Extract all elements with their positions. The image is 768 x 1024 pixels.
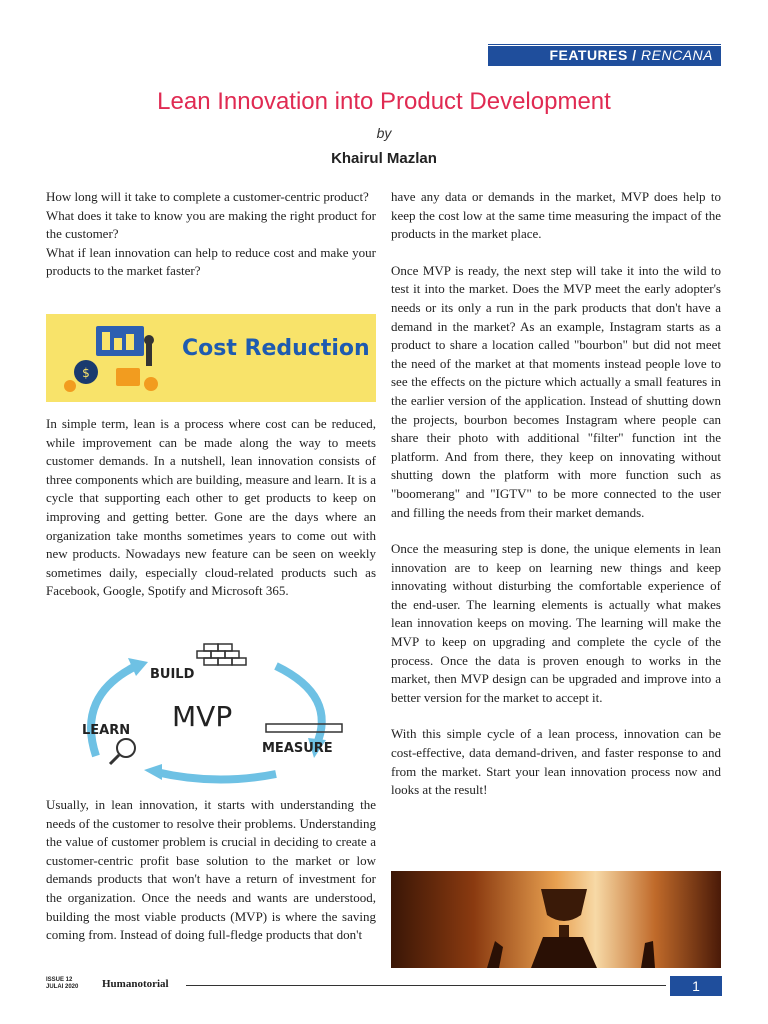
paragraph-mvp-cost: have any data or demands in the market, MVP does help to keep the cost low at the same time measuring the impact of the products in the market place. [391,189,721,242]
brick-icon [197,644,246,665]
arrow-head-3 [144,764,162,780]
mvp-label-measure: MEASURE [262,741,333,756]
cost-reduction-text: Cost Reduction [182,336,370,361]
intro-question-1: How long will it take to complete a customer-centric product? [46,189,369,204]
paragraph-lean-definition: In simple term, lean is a process where cost can be reduced, while improvement can be made along the way to meets customer demands. In a nutshell, lean innovation consists of three components which are building, measure and learn. It is a cycle that supporting each other to get products to keep on improving and getting better. Gone are the days where an organization take months sometimes years to come out with new products. Nowadays new feature can be seen on weekly sometimes daily, especially cloud-related products such as Facebook, Google, Spotify and Microsoft 365. [46,416,376,599]
footer-rule [186,985,666,986]
footer-issue [46,977,78,991]
mvp-label-learn: LEARN [82,723,131,738]
section-label: FEATURES / RENCANA [549,47,713,63]
left-column-intro [46,188,376,281]
mvp-cycle-diagram [76,636,348,784]
header-rule [488,44,721,45]
trophy-photo [391,871,721,968]
issue-number: ISSUE 12 [46,977,73,983]
section-header-bar [488,46,721,66]
intro-question-3: What if lean innovation can help to reduce cost and make your products to the market faster? [46,244,376,279]
arrow-learn-to-build [91,666,136,756]
paragraph-measuring-step: Once the measuring step is done, the unique elements in lean innovation are to keep on learning new things and keep innovating without disturbing the comfortable experience of the end-user. The learning elements is actually what makes lean innovation keeps on moving. The learning will make the MVP to keep on upgrading and complete the cycle of the process. Once the data is proven enough to works in the market, then MVP design can be upgraded and improve into a better version for the market to accept it. [391,541,721,705]
svg-text:$: $ [82,366,90,380]
arrow-measure-to-learn [156,772,276,780]
intro-question-2: What does it take to know you are making the right product for the customer? [46,207,376,242]
right-column [391,188,721,818]
left-column-body-2 [46,796,376,945]
publication-name: Humanotorial [102,978,169,990]
magnifier-icon [110,739,135,764]
paragraph-conclusion: With this simple cycle of a lean process, innovation can be cost-effective, data demand-driven, and faster response to and from the market. Start your lean innovation process now and looks at the result! [391,726,721,798]
left-column-body-1 [46,415,376,619]
paragraph-mvp-ready: Once MVP is ready, the next step will take it into the wild to test it into the market. Does the MVP meet the early adopter's needs or its only a run in the park products that don't have a demand in the market? As an example, Instagram starts as a product to share a location called "bourbon" but did not meet the need of the market at that moments instead people love to see the effects on the picture which actually a small features in the earlier version of the application. Instead of shutting down the projects, bourbon becomes Instagram where people can share their photo with additional "filter" function int the platform. And from there, they keep on innovating without shutting down the platform with more function such as "boomerang" and "IGTV" to be more connected to the user and filling the needs from their market demands. [391,262,721,520]
author-name: Khairul Mazlan [331,150,437,167]
mvp-label-build: BUILD [150,667,195,682]
page-number: 1 [670,976,722,996]
article-title: Lean Innovation into Product Development [157,88,611,115]
mvp-label-center: MVP [172,700,233,733]
ruler-icon [266,724,342,732]
byline-by: by [376,125,392,141]
arrow-build-to-measure [276,666,322,746]
cost-reduction-image [46,314,376,402]
trophy-illustration [391,871,721,968]
issue-date: JULAI 2020 [46,984,79,990]
cost-reduction-illustration [46,314,176,402]
paragraph-understanding-needs: Usually, in lean innovation, it starts with understanding the needs of the customer to resolve their problems. Understanding the value of customer problem is crucial in deciding to create a customer-centric profit base solution to the market or low demands products that won't have a return of investment for the organization. Once the needs and wants are understood, building the most viable products (MVP) is where the saving coming from. Instead of doing full-fledge products that don't [46,797,376,943]
